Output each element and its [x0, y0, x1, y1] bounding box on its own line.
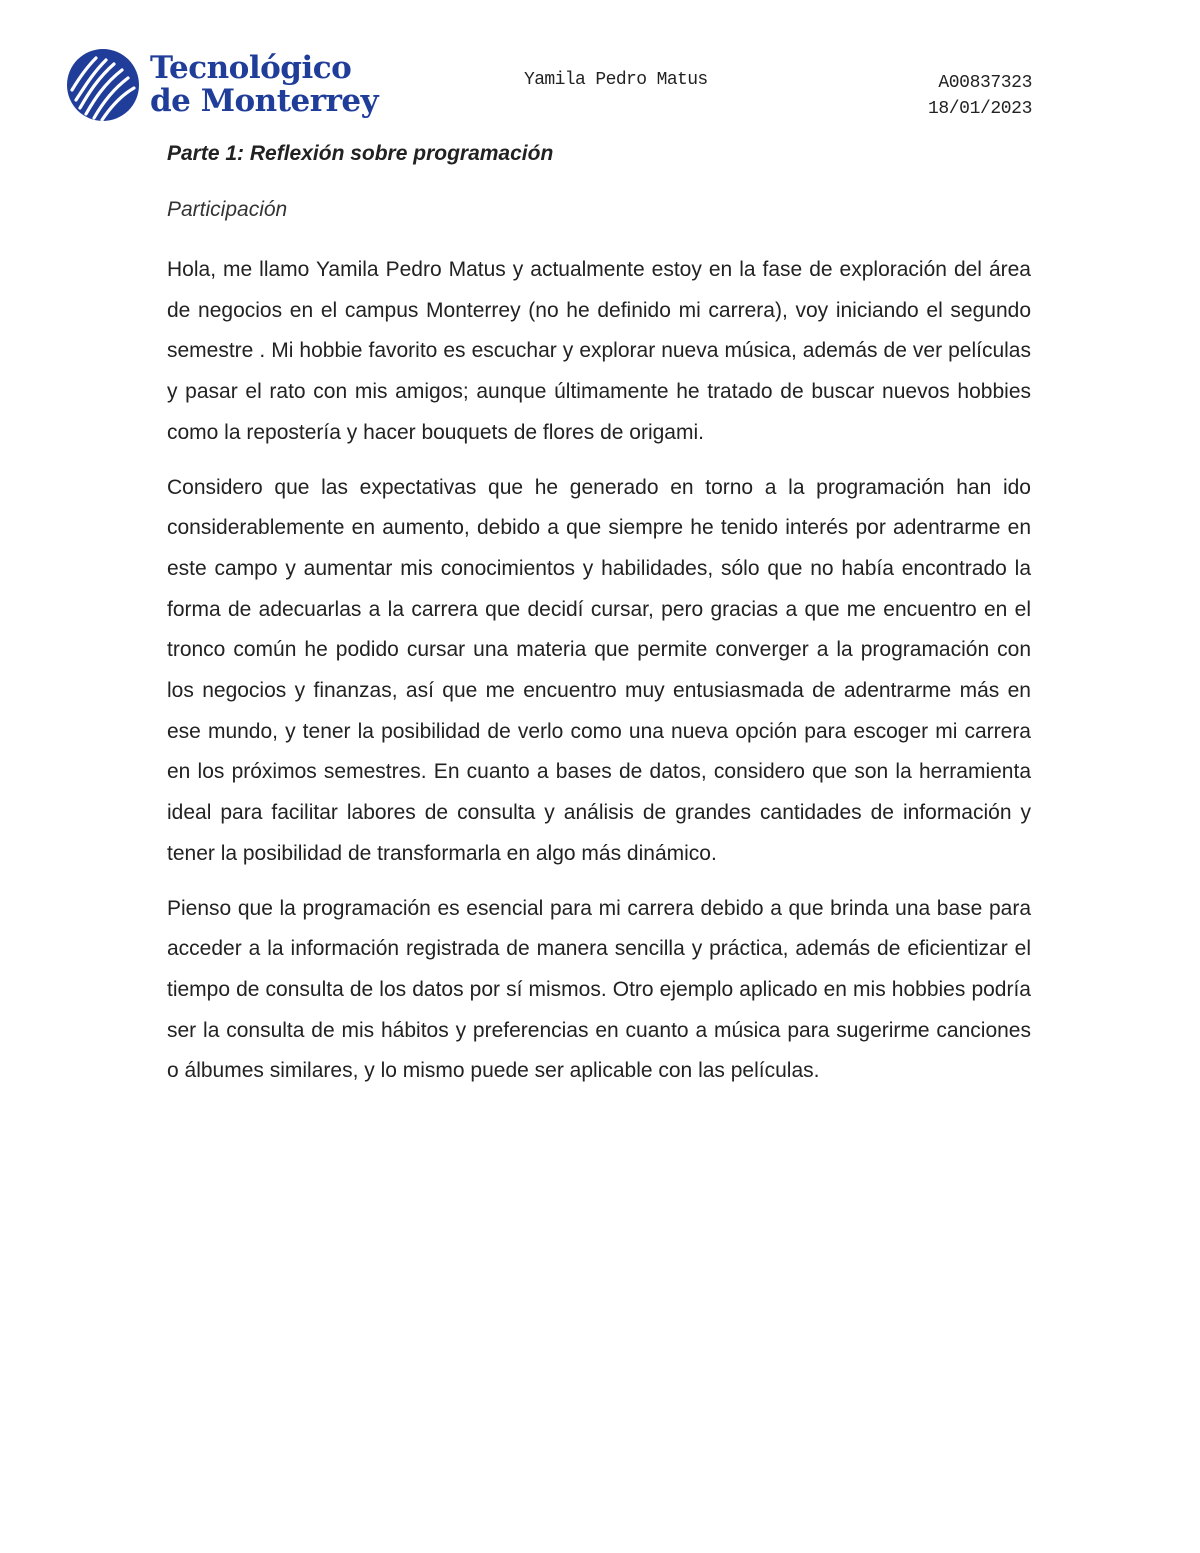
- paragraph-3: Pienso que la programación es esencial para mi carrera debido a que brinda una base para acceder a la información registrada de manera sencilla y práctica, además de eficientizar el tiempo de consulta de los datos por sí mismos. Otro ejemplo aplicado en mis hobbies podría ser la consulta de mis hábitos y preferencias en cuanto a música para sugerirme canciones o álbumes similares, y lo mismo puede ser aplicable con las películas.: [167, 896, 1031, 1083]
- logo-wordmark: [150, 52, 378, 118]
- document-body: [167, 138, 1031, 1092]
- header-student-id: A00837323: [938, 73, 1032, 93]
- logo-line-2: de Monterrey: [150, 83, 379, 119]
- section-subtitle: Participación: [167, 198, 288, 221]
- tec-logo-icon: [66, 48, 140, 122]
- section-title: Parte 1: Reflexión sobre programación: [167, 142, 554, 165]
- paragraph-1: Hola, me llamo Yamila Pedro Matus y actualmente estoy en la fase de exploración del área de negocios en el campus Monterrey (no he definido mi carrera), voy iniciando el segundo semestre . Mi hobbie favorito es escuchar y explorar nueva música, además de ver películas y pasar el rato con mis amigos; aunque últimamente he tratado de buscar nuevos hobbies como la repostería y hacer bouquets de flores de origami.: [167, 258, 1031, 444]
- institution-logo: [66, 44, 379, 126]
- header-author-name: Yamila Pedro Matus: [524, 70, 708, 90]
- header-date: 18/01/2023: [927, 99, 1032, 119]
- logo-line-1: Tecnológico: [150, 50, 352, 86]
- paragraph-2: Considero que las expectativas que he generado en torno a la programación han ido considerablemente en aumento, debido a que siempre he tenido interés por adentrarme en este campo y aumentar mis conocimientos y habilidades, sólo que no había encontrado la forma de adecuarlas a la carrera que decidí cursar, pero gracias a que me encuentro en el tronco común he podido cursar una materia que permite converger a la programación con los negocios y finanzas, así que me encuentro muy entusiasmada de adentrarme más en ese mundo, y tener la posibilidad de verlo como una nueva opción para escoger mi carrera en los próximos semestres. En cuanto a bases de datos, considero que son la herramienta ideal para facilitar labores de consulta y análisis de grandes cantidades de información y tener la posibilidad de transformarla en algo más dinámico.: [167, 475, 1031, 865]
- header-meta: [928, 70, 1032, 122]
